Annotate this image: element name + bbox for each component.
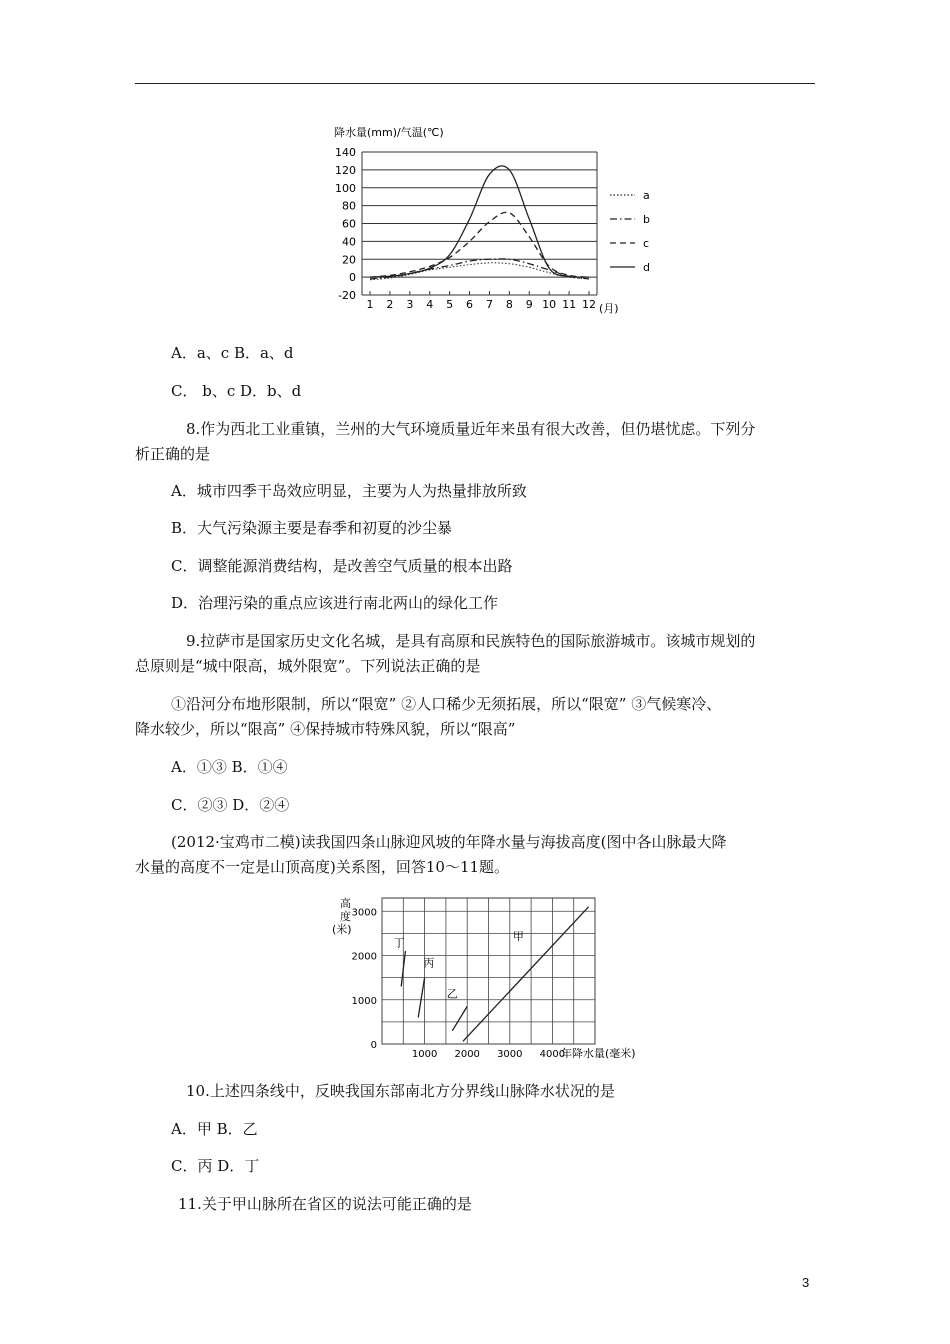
- chart2-label-丙: 丙: [423, 956, 435, 970]
- chart2-ylabel-3: (米): [332, 923, 352, 936]
- q9-stem-line1: 9.拉萨市是国家历史文化名城，是具有高原和民族特色的国际旅游城市。该城市规划的: [186, 632, 756, 650]
- chart2-label-乙: 乙: [446, 987, 458, 1001]
- chart1-legend-label-a: a: [643, 189, 650, 202]
- q8-option-b: B．大气污染源主要是春季和初夏的沙尘暴: [171, 519, 453, 537]
- chart1-ylabel: 降水量(mm)/气温(℃): [334, 126, 444, 139]
- chart1-legend-label-d: d: [643, 261, 650, 274]
- q9-stem-line2: 总原则是“城中限高，城外限宽”。下列说法正确的是: [135, 657, 481, 675]
- chart1-series-b: [370, 259, 589, 279]
- intro-line1: (2012·宝鸡市二模)读我国四条山脉迎风坡的年降水量与海拔高度(图中各山脉最大降: [171, 833, 727, 851]
- q8-stem-line2: 析正确的是: [135, 445, 211, 463]
- chart1-xtick-label: 12: [582, 298, 596, 311]
- header-rule: [135, 83, 815, 84]
- q7-options-2: C． b、c D．b、d: [171, 382, 302, 400]
- chart1-series-c: [370, 212, 589, 277]
- chart2-xtick-label: 2000: [454, 1049, 480, 1060]
- climate-chart: [325, 122, 665, 322]
- chart1-ytick-label: 20: [342, 253, 356, 267]
- q8-option-c: C．调整能源消费结构，是改善空气质量的根本出路: [171, 557, 513, 575]
- chart1-xtick-label: 11: [562, 298, 577, 311]
- chart2-label-甲: 甲: [512, 930, 524, 944]
- chart2-ylabel-2: 度: [340, 910, 351, 923]
- q10-options-2: C．丙 D．丁: [171, 1157, 260, 1175]
- chart2-xlabel: 年降水量(毫米): [561, 1047, 636, 1060]
- chart1-xtick-label: 1: [366, 298, 374, 311]
- chart1-xtick-label: 7: [485, 298, 493, 311]
- q8-option-a: A．城市四季干岛效应明显，主要为人为热量排放所致: [171, 482, 527, 500]
- q9-options-2: C．②③ D．②④: [171, 796, 290, 814]
- chart1-ytick-label: 80: [342, 199, 356, 213]
- chart2-ytick-label: 3000: [351, 907, 377, 919]
- q7-options-1: A．a、c B．a、d: [171, 344, 294, 362]
- chart1-ytick-label: -20: [338, 289, 356, 302]
- chart1-ytick-label: 60: [342, 217, 356, 231]
- q8-stem-line1: 8.作为西北工业重镇，兰州的大气环境质量近年来虽有很大改善，但仍堪忧虑。下列分: [186, 420, 756, 438]
- q9-options-1: A．①③ B．①④: [171, 758, 288, 776]
- chart2-xtick-label: 4000: [539, 1049, 566, 1060]
- q10-options-1: A．甲 B．乙: [171, 1120, 258, 1138]
- chart1-ytick-label: 140: [335, 146, 356, 159]
- chart1-xtick-label: 2: [386, 298, 394, 311]
- chart2-line-乙: [452, 1006, 467, 1030]
- chart2-ylabel-1: 高: [340, 897, 351, 910]
- chart1-xtick-label: 5: [446, 298, 454, 311]
- chart1-xtick-label: 3: [406, 298, 414, 311]
- chart1-series-d: [370, 166, 589, 277]
- mountain-precip-chart: [330, 893, 670, 1063]
- chart1-ytick-label: 0: [349, 271, 356, 285]
- chart1-xtick-label: 10: [542, 298, 557, 311]
- q8-option-d: D．治理污染的重点应该进行南北两山的绿化工作: [171, 594, 499, 612]
- chart1-legend-label-b: b: [643, 213, 650, 226]
- chart2-label-丁: 丁: [393, 936, 405, 950]
- q9-items-line1: ①沿河分布地形限制，所以“限宽” ②人口稀少无须拓展，所以“限宽” ③气候寒冷、: [171, 695, 722, 713]
- chart2-line-甲: [463, 907, 589, 1041]
- chart1-xlabel: (月): [599, 302, 619, 315]
- page-number: 3: [802, 1275, 810, 1290]
- chart2-xtick-label: 1000: [411, 1049, 438, 1060]
- intro-line2: 水量的高度不一定是山顶高度)关系图，回答10～11题。: [135, 858, 510, 876]
- chart1-xtick-label: 9: [525, 298, 533, 311]
- q9-items-line2: 降水较少，所以“限高” ④保持城市特殊风貌，所以“限高”: [135, 720, 516, 738]
- chart2-xtick-label: 3000: [497, 1049, 523, 1060]
- chart2-ytick-label: 0: [370, 1040, 377, 1051]
- q11-stem: 11.关于甲山脉所在省区的说法可能正确的是: [178, 1195, 472, 1213]
- chart1-legend-label-c: c: [643, 237, 650, 250]
- chart2-ytick-label: 2000: [351, 951, 377, 963]
- chart1-xtick-label: 8: [505, 298, 513, 311]
- chart2-ytick-label: 1000: [351, 995, 377, 1007]
- chart2-line-丙: [418, 978, 424, 1018]
- q10-stem: 10.上述四条线中，反映我国东部南北方分界线山脉降水状况的是: [186, 1082, 615, 1100]
- chart1-ytick-label: 40: [342, 235, 356, 249]
- chart1-xtick-label: 6: [466, 298, 474, 311]
- chart1-ytick-label: 100: [335, 181, 356, 195]
- chart1-ytick-label: 120: [335, 163, 356, 177]
- chart1-xtick-label: 4: [426, 298, 434, 311]
